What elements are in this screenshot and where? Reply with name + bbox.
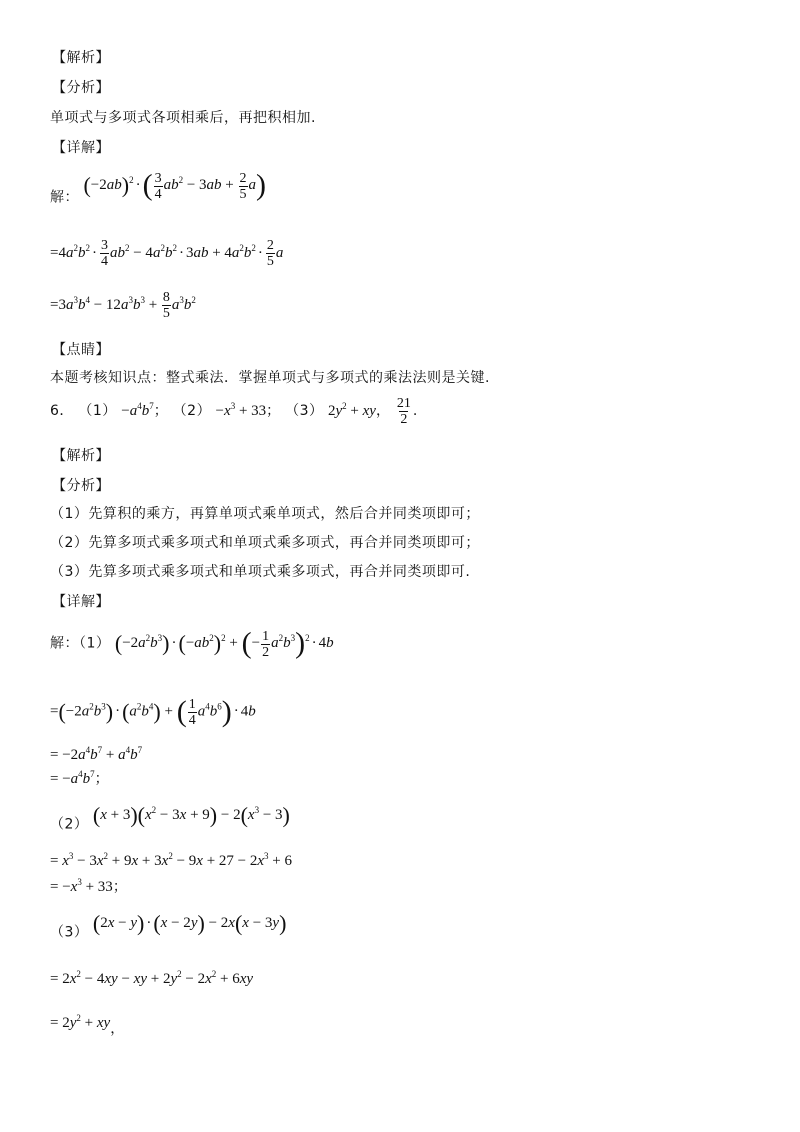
equation-line: $=3a^3b^4 - 12a^3b^3$ + $\frac{8}{5}$ $a^3b^2$ (50, 290, 196, 321)
analysis-step: （1）先算积的乘方，再算单项式乘单项式，然后合并同类项即可； (50, 506, 480, 522)
section-heading-xiangjie: 【详解】 (52, 594, 110, 610)
section-heading-fenxi: 【分析】 (52, 478, 110, 494)
analysis-text: 单项式与多项式各项相乘后，再把积相加. (50, 110, 316, 126)
equation-line: = $-x^3 + 33$； (50, 877, 128, 895)
equation-line: $=(-2a^2b^3) \cdot(a^2b^4)$ + ( $\frac{1}{4}$ $a^4b^6) \cdot 4b$ (50, 695, 256, 728)
equation-line: = $2y^2$ + xy， (50, 1013, 125, 1037)
section-heading-xiangjie: 【详解】 (52, 140, 110, 156)
equation-line: 解：（1） $(-2a^2b^3) \cdot(-ab^2)^2$ + (− $\frac{1}{2}$ $a^2b^3)^2 \cdot 4b$ (50, 627, 334, 660)
equation-line: = $x^3 - 3x^2 + 9x + 3x^2 - 9x + 27 - 2x^3 + 6$ (50, 851, 293, 869)
equation-line: $=4a^2b^2$ · $\frac{3}{4}$ $ab^2 - 4a^2b^2 \cdot 3ab + 4a^2b^2$ · $\frac{2}{5}$ a (50, 238, 284, 269)
section-heading-dianjing: 【点睛】 (52, 342, 110, 358)
equation-line: = $-a^4b^7$； (50, 769, 110, 787)
question-6-answer: 6． $(1) -a^4b^7$； $(2) -x^3 + 33$； （3） $2y^2$ + xy， $\frac{21}{2}$ . (50, 396, 418, 427)
equation-line: = $2x^2 - 4xy$ − xy + $2y^2 - 2x^2 + 6xy$ (50, 969, 254, 987)
question-number: 6． (50, 402, 74, 419)
section-heading-jiexi: 【解析】 (52, 50, 110, 66)
section-heading-fenxi: 【分析】 (52, 80, 110, 96)
equation-line: （3） (2x − y) ·(x − 2y) − 2x(x − 3y) (50, 910, 287, 941)
equation-line: = $-2a^4b^7 + a^4b^7$ (50, 745, 143, 763)
note-text: 本题考核知识点：整式乘法．掌握单项式与多项式的乘法法则是关键. (50, 370, 490, 386)
analysis-step: （3）先算多项式乘多项式和单项式乘多项式，再合并同类项即可. (50, 564, 471, 580)
equation-line: （2） $(x + 3)(x^2 - 3x + 9) - 2(x^3 - 3)$ (50, 802, 290, 833)
solution-label: 解： (50, 189, 79, 206)
equation-line: 解： $(-2ab)^2$ ·( $\frac{3}{4}$ $ab^2 - 3ab$ + $\frac{2}{5}$ a) (50, 169, 267, 206)
analysis-step: （2）先算多项式乘多项式和单项式乘多项式，再合并同类项即可； (50, 535, 480, 551)
section-heading-jiexi: 【解析】 (52, 448, 110, 464)
